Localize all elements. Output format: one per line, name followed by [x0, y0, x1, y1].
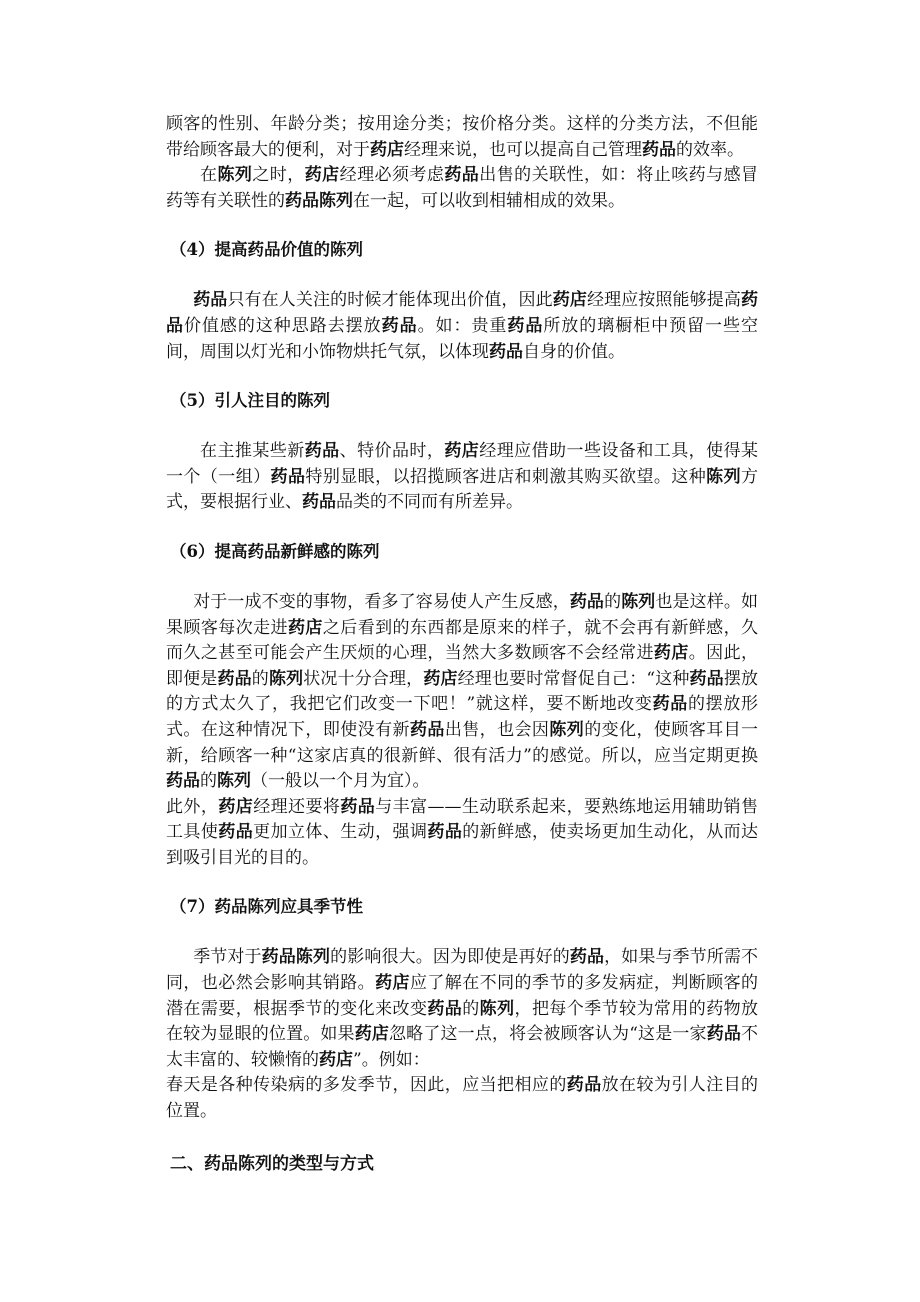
text-run: 在	[200, 165, 218, 186]
bold-keyword: 药品陈列	[285, 190, 353, 211]
bold-keyword: 药品	[427, 822, 463, 843]
body-paragraph	[166, 163, 758, 214]
text-run: 摆放的方式太久了，我把它们改变一下吧！”就这样，要不断地改变	[166, 668, 758, 715]
bold-keyword: 药品	[304, 441, 340, 462]
body-paragraph	[166, 288, 758, 365]
text-run: 的	[604, 591, 622, 612]
text-run: 经理必须考虑	[339, 165, 445, 186]
bold-keyword: 药店	[423, 668, 458, 689]
text-run: 的变化，使顾客耳目一新，给顾客一种“这家店真的很新鲜、很有活力”的感觉。所以，应当定期更换	[166, 719, 759, 766]
text-run: 经理还要将	[253, 796, 341, 817]
bold-keyword: 药店	[552, 290, 587, 311]
text-run: 春天是各种传染病的多发季节，因此，应当把相应的	[166, 1075, 567, 1096]
bold-keyword: 药品	[427, 998, 463, 1019]
text-run: 特别显眼，以招揽顾客进店和刺激其购买欲望。这种	[305, 466, 707, 487]
subsection-heading: （6）提高药品新鲜感的陈列	[170, 541, 380, 561]
bold-keyword: 药品	[489, 341, 523, 362]
text-run: 此外，	[166, 796, 219, 817]
body-paragraph	[166, 439, 758, 516]
text-run: 与丰富——生动联系起来，要熟练地运用辅助销售工具使	[166, 796, 758, 843]
bold-keyword: 药品	[218, 822, 254, 843]
bold-keyword: 药品	[166, 290, 759, 336]
bold-keyword: 药品	[642, 139, 676, 160]
bold-keyword: 药品	[193, 290, 228, 311]
text-run: 所放的璃橱柜中预留一些空间，周围以灯光和小饰物烘托气氛，以体现	[166, 315, 758, 362]
text-run: 放在较为引人注目的位置。	[166, 1075, 759, 1122]
text-run: 更加立体、生动，强调	[253, 822, 428, 843]
subsection-heading: （5）引人注目的陈列	[170, 391, 330, 411]
text-run: 品类的不同而有所差异。	[336, 492, 523, 513]
text-run: 对于一成不变的事物，看多了容易使人产生反感，	[193, 591, 570, 612]
body-paragraph	[166, 795, 758, 872]
text-run: ，如果与季节所需不同，也必然会影响其销路。	[166, 947, 759, 994]
bold-keyword: 陈列	[549, 719, 585, 740]
bold-keyword: 药品	[409, 719, 445, 740]
document-page	[166, 112, 758, 1177]
text-run: 的效率。	[676, 139, 744, 160]
text-run: 之时，	[252, 165, 305, 186]
body-paragraph	[166, 590, 758, 795]
text-run: 价值感的这种思路去摆放	[183, 315, 382, 336]
bold-keyword: 陈列	[706, 466, 742, 487]
bold-keyword: 药品	[652, 694, 688, 715]
text-run: 的摆放形式。在这种情况下，即使没有新	[166, 694, 758, 740]
subsection-heading: （7）药品陈列应具季节性	[170, 897, 363, 917]
text-run: 经理来说，也可以提高自己管理	[404, 139, 642, 160]
bold-keyword: 药品	[381, 315, 418, 336]
text-run: 的	[251, 668, 269, 689]
bold-keyword: 药店	[653, 643, 689, 664]
subsection-heading: （4）提高药品价值的陈列	[170, 240, 363, 260]
text-run: 经理也要时常督促自己：“这种	[457, 668, 690, 689]
bold-keyword: 药店	[304, 165, 340, 186]
bold-keyword: 药店	[354, 1024, 390, 1045]
text-run: 自身的价值。	[523, 341, 625, 362]
text-run: 忽略了这一点，将会被顾客认为“这是一家	[389, 1024, 707, 1045]
body-paragraph	[166, 112, 758, 163]
text-run: ，把每个季节较为常用的药物放在较为显眼的位置。如果	[166, 998, 759, 1045]
bold-keyword: 药店	[375, 973, 410, 994]
bold-keyword: 药品	[340, 796, 376, 817]
text-run: 的	[462, 998, 480, 1019]
bold-keyword: 药品	[566, 1075, 602, 1096]
bold-keyword: 药品	[706, 1024, 741, 1045]
bold-keyword: 药品	[569, 947, 605, 968]
bold-keyword: 陈列	[217, 165, 253, 186]
bold-keyword: 药店	[218, 796, 254, 817]
text-run: 在一起，可以收到相辅相成的效果。	[353, 190, 625, 211]
bold-keyword: 药店	[370, 139, 404, 160]
bold-keyword: 陈列	[217, 771, 251, 792]
bold-keyword: 药店	[319, 1049, 353, 1070]
text-run: 季节对于	[193, 947, 262, 968]
body-paragraph	[166, 1073, 758, 1124]
text-run: 经理应按照能够提高	[586, 290, 742, 311]
text-run: （一般以一个月为宜）。	[251, 771, 430, 792]
text-run: 方式，要根据行业、	[166, 466, 759, 513]
text-run: 。如：贵重	[417, 315, 508, 336]
text-run: 经理应借助一些设备和工具，使得某一个（一组）	[166, 441, 759, 487]
bold-keyword: 药店	[444, 441, 480, 462]
bold-keyword: 陈列	[268, 668, 304, 689]
text-run: 出售的关联性，如：将止咳药与感冒药等有关联性的	[166, 165, 759, 211]
bold-keyword: 药品	[270, 466, 306, 487]
text-run: 的影响很大。因为即使是再好的	[330, 947, 570, 968]
bold-keyword: 陈列	[621, 591, 656, 612]
text-run: 应了解在不同的季节的多发病症，判断顾客的潜在需要，根据季节的变化来改变	[166, 973, 759, 1019]
bold-keyword: 药品陈列	[261, 947, 331, 968]
text-run: 、特价品时，	[339, 441, 445, 462]
text-run: 的新鲜感，使卖场更加生动化，从而达到吸引目光的目的。	[166, 822, 759, 868]
body-paragraph	[166, 945, 758, 1073]
bold-keyword: 药品	[302, 492, 336, 513]
bold-keyword: 陈列	[479, 998, 515, 1019]
text-run: 顾客的性别、年龄分类；按用途分类；按价格分类。这样的分类方法，不但能带给顾客最大的便利，对于	[166, 114, 758, 160]
text-run: 也是这样。如果顾客每次走进	[166, 591, 759, 638]
bold-keyword: 药品	[507, 315, 544, 336]
bold-keyword: 药品	[217, 668, 252, 689]
bold-keyword: 药品	[166, 771, 200, 792]
text-run: 。因此，即便是	[166, 643, 759, 689]
text-run: 之后看到的东西都是原来的样子，就不会再有新鲜感，久而久之甚至可能会产生厌烦的心理，当然大多数顾客不会经常进	[166, 617, 759, 664]
bold-keyword: 药品	[689, 668, 724, 689]
text-run: 状况十分合理，	[303, 668, 424, 689]
text-run: 只有在人关注的时候才能体现出价值，因此	[227, 290, 553, 311]
text-run: ”。例如：	[353, 1049, 430, 1070]
section-heading: 二、药品陈列的类型与方式	[170, 1153, 374, 1174]
text-run: 出售，也会因	[444, 719, 550, 740]
text-run: 在主推某些新	[200, 441, 305, 462]
bold-keyword: 药店	[287, 617, 323, 638]
bold-keyword: 药品	[444, 165, 480, 186]
text-run: 的	[200, 771, 217, 792]
text-run: 不太丰富的、较懒惰的	[166, 1024, 758, 1070]
bold-keyword: 药品	[569, 591, 605, 612]
